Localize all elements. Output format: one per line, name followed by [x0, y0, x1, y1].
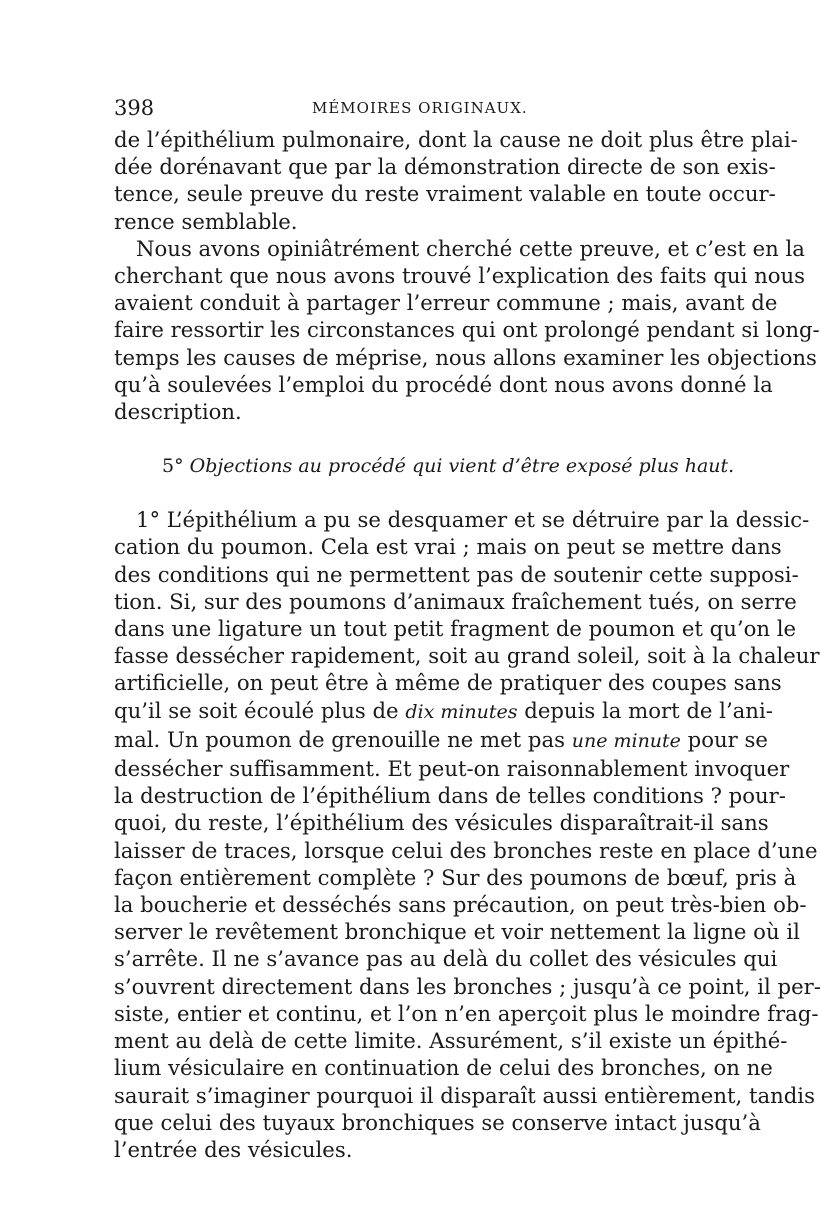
- text-line: que celui des tuyaux bronchiques se conserve intact jusqu’à: [114, 1109, 761, 1135]
- text-line: Nous avons opiniâtrément cherché cette preuve, et c’est en la: [136, 235, 805, 261]
- text-line: cation du poumon. Cela est vrai ; mais on peut se mettre dans: [114, 534, 782, 560]
- text-line: des conditions qui ne permettent pas de soutenir cette supposi-: [114, 561, 799, 587]
- text-line: server le revêtement bronchique et voir nettement la ligne où il: [114, 919, 800, 945]
- text-line: dans une ligature un tout petit fragment de poumon et qu’on le: [114, 616, 797, 642]
- paragraph-objection-1: [114, 506, 821, 1163]
- text-run: pour se: [680, 726, 768, 752]
- section-heading: [114, 454, 735, 478]
- text-line: la destruction de l’épithélium dans de telles conditions ? pour-: [114, 783, 786, 809]
- section-number: 5°: [162, 455, 184, 478]
- text-line: qu’à soulevées l’emploi du procédé dont nous avons donné la: [114, 371, 773, 397]
- text-line: façon entièrement complète ? Sur des poumons de bœuf, pris à: [114, 864, 797, 890]
- text-line: saurait s’imaginer pourquoi il disparaît aussi entièrement, tandis: [114, 1082, 815, 1108]
- text-line: s’ouvrent directement dans les bronches ; jusqu’à ce point, il per-: [114, 973, 821, 999]
- text-line: fasse dessécher rapidement, soit au grand soleil, soit à la chaleur: [114, 643, 820, 669]
- text-line: cherchant que nous avons trouvé l’explication des faits qui nous: [114, 263, 806, 289]
- text-line: la boucherie et desséchés sans précaution, on peut très-bien ob-: [114, 892, 807, 918]
- text-line: dessécher suffisamment. Et peut-on raisonnablement invoquer: [114, 756, 790, 782]
- text-line: faire ressortir les circonstances qui ont prolongé pendant si long-: [114, 317, 820, 343]
- text-line: 1° L’épithélium a pu se desquamer et se détruire par la dessic-: [136, 507, 810, 533]
- text-run: qu’il se soit écoulé plus de: [114, 697, 406, 723]
- running-title: MÉMOIRES ORIGINAUX.: [312, 99, 528, 117]
- emphasis-text: dix minutes: [405, 700, 518, 723]
- text-line: s’arrête. Il ne s’avance pas au delà du collet des vésicules qui: [114, 946, 778, 972]
- emphasis-text: une minute: [571, 729, 681, 752]
- text-line: lium vésiculaire en continuation de celui des bronches, on ne: [114, 1055, 773, 1081]
- text-line: [114, 726, 768, 755]
- page-number: 398: [114, 96, 155, 120]
- text-line: avaient conduit à partager l’erreur commune ; mais, avant de: [114, 290, 778, 316]
- text-line: de l’épithélium pulmonaire, dont la cause ne doit plus être plai-: [114, 127, 798, 152]
- text-line: ment au delà de cette limite. Assurément, s’il existe un épithé-: [114, 1028, 788, 1054]
- text-run: mal. Un poumon de grenouille ne met pas: [114, 726, 572, 752]
- text-line: artificielle, on peut être à même de pratiquer des coupes sans: [114, 670, 782, 696]
- text-line: laisser de traces, lorsque celui des bronches reste en place d’une: [114, 837, 818, 863]
- section-title: Objections au procédé qui vient d’être exposé plus haut.: [189, 455, 735, 478]
- text-line: description.: [114, 399, 242, 425]
- text-line: tence, seule preuve du reste vraiment valable en toute occur-: [114, 181, 776, 207]
- text-line: quoi, du reste, l’épithélium des vésicules disparaîtrait-il sans: [114, 810, 769, 836]
- text-line: rence semblable.: [114, 208, 298, 234]
- text-run: depuis la mort de l’ani-: [517, 697, 773, 723]
- text-line: siste, entier et continu, et l’on n’en aperçoit plus le moindre frag-: [114, 1000, 819, 1026]
- text-line: tion. Si, sur des poumons d’animaux fraîchement tués, on serre: [114, 588, 797, 614]
- book-page: [114, 96, 821, 1163]
- text-line: temps les causes de méprise, nous allons examiner les objections: [114, 344, 817, 370]
- text-line: [114, 697, 773, 726]
- paragraph-continuation: [114, 126, 798, 235]
- running-header: [114, 96, 688, 122]
- text-line: dée dorénavant que par la démonstration directe de son exis-: [114, 154, 776, 180]
- paragraph-search-for-proof: [114, 235, 820, 425]
- text-line: l’entrée des vésicules.: [114, 1136, 353, 1162]
